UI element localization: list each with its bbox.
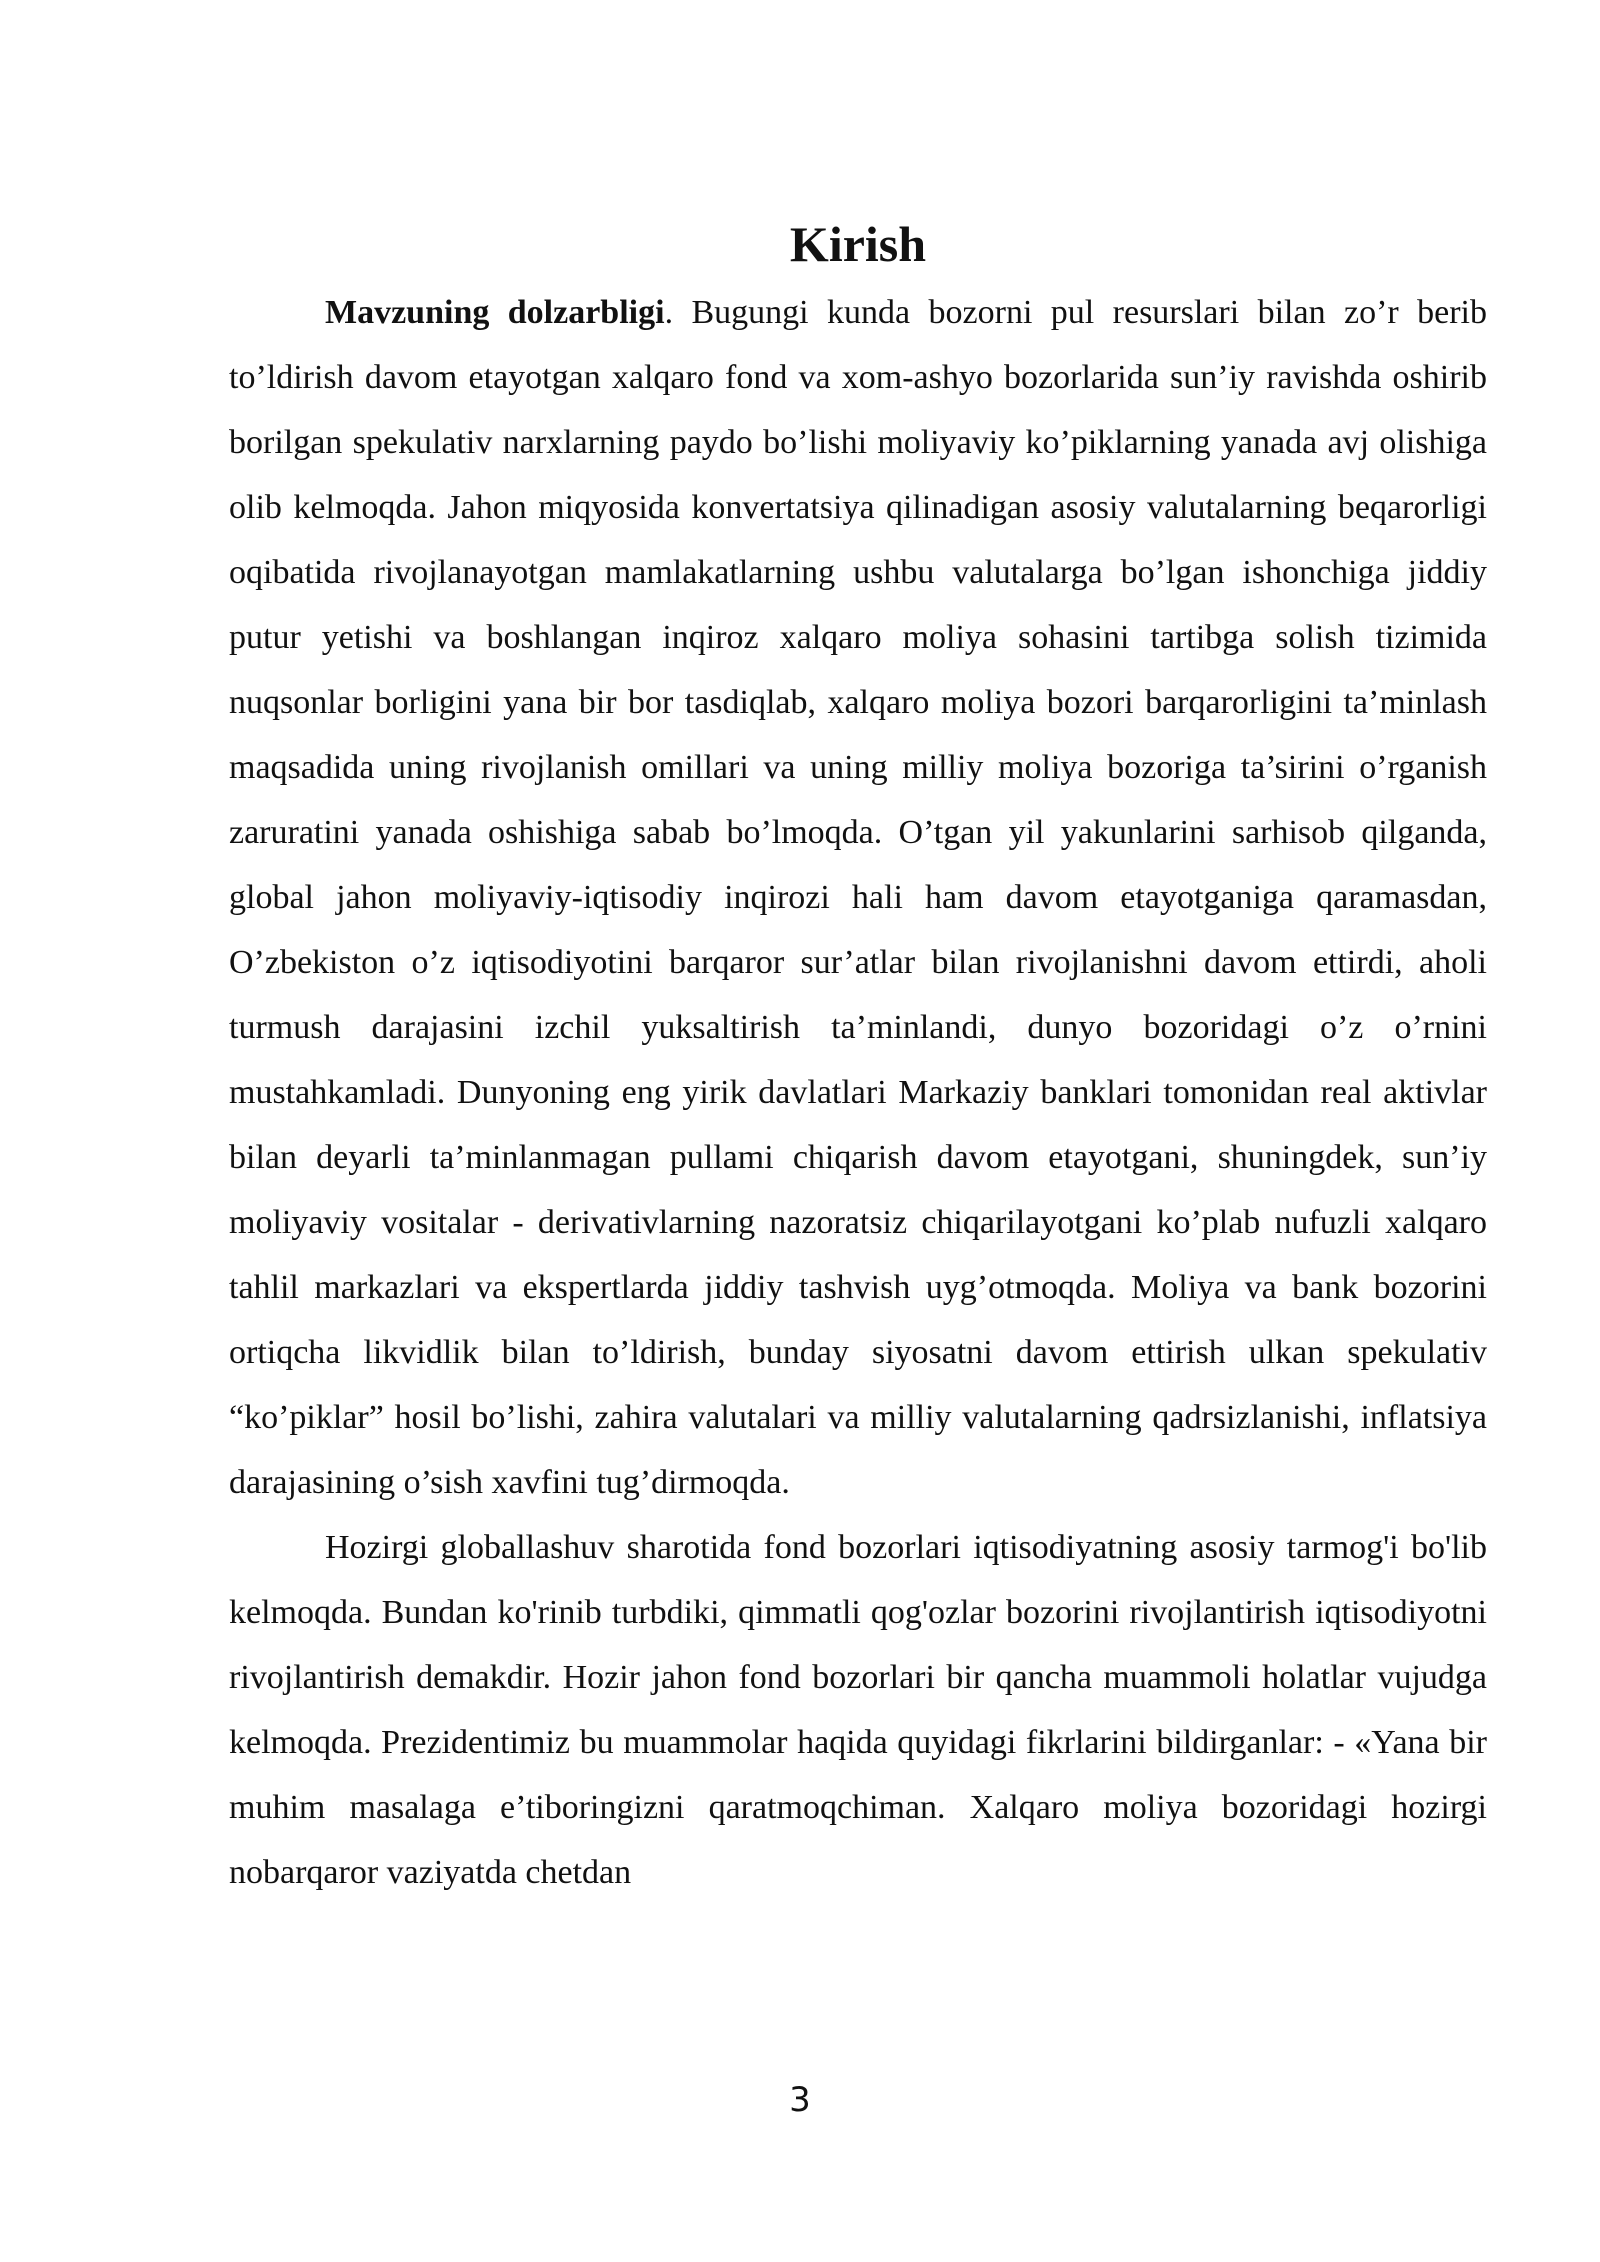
paragraph-body: . Bugungi kunda bozorni pul resurslari bilan zo’r berib to’ldirish davom etayotgan xalqaro fond va xom-ashyo bozorlarida sun’iy ravishda oshirib borilgan spekulativ narxlarning paydo bo’lishi moliyaviy ko’piklarning yanada avj olishiga olib kelmoqda. Jahon miqyosida konvertatsiya qilinadigan asosiy valutalarning beqarorligi oqibatida rivojlanayotgan mamlakatlarning ushbu valutalarga bo’lgan ishonchiga jiddiy putur yetishi va boshlangan inqiroz xalqaro moliya sohasini tartibga solish tizimida nuqsonlar borligini yana bir bor tasdiqlab, xalqaro moliya bozori barqarorligini ta’minlash maqsadida uning rivojlanish omillari va uning milliy moliya bozoriga ta’sirini o’rganish zaruratini yanada oshishiga sabab bo’lmoqda. O’tgan yil yakunlarini sarhisob qilganda, global jahon moliyaviy-iqtisodiy inqirozi hali ham davom etayotganiga qaramasdan, O’zbekiston o’z iqtisodiyotini barqaror sur’atlar bilan rivojlanishni davom ettirdi, aholi turmush darajasini izchil yuksaltirish ta’minlandi, dunyo bozoridagi o’z o’rnini mustahkamladi. Dunyoning eng yirik davlatlari Markaziy banklari tomonidan real aktivlar bilan deyarli ta’minlanmagan pullami chiqarish davom etayotgani, shuningdek, sun’iy moliyaviy vositalar - derivativlarning nazoratsiz chiqarilayotgani ko’plab nufuzli xalqaro tahlil markazlari va ekspertlarda jiddiy tashvish uyg’otmoqda. Moliya va bank bozorini ortiqcha likvidlik bilan to’ldirish, bunday siyosatni davom ettirish ulkan spekulativ “ko’piklar” hosil bo’lishi, zahira valutalari va milliy valutalarning qadrsizlanishi, inflatsiya darajasining o’sish xavfini tug’dirmoqda. <box>229 294 1487 1501</box>
paragraph-body: Hozirgi globallashuv sharotida fond bozorlari iqtisodiyatning asosiy tarmog'i bo'lib kelmoqda. Bundan ko'rinib turbdiki, qimmatli qog'ozlar bozorini rivojlantirish iqtisodiyotni rivojlantirish demakdir. Hozir jahon fond bozorlari bir qancha muammoli holatlar vujudga kelmoqda. Prezidentimiz bu muammolar haqida quyidagi fikrlarini bildirganlar: - «Yana bir muhim masalaga e’tiboringizni qaratmoqchiman. Xalqaro moliya bozoridagi hozirgi nobarqaror vaziyatda chetdan <box>229 1529 1487 1891</box>
paragraph-lead: Mavzuning dolzarbligi <box>325 294 665 331</box>
paragraph-globalization <box>229 1515 1487 1905</box>
page-title: Kirish <box>789 216 927 272</box>
paragraph-relevance <box>229 280 1487 1515</box>
page-number: 3 <box>789 2080 811 2120</box>
page-content <box>229 208 1487 1905</box>
